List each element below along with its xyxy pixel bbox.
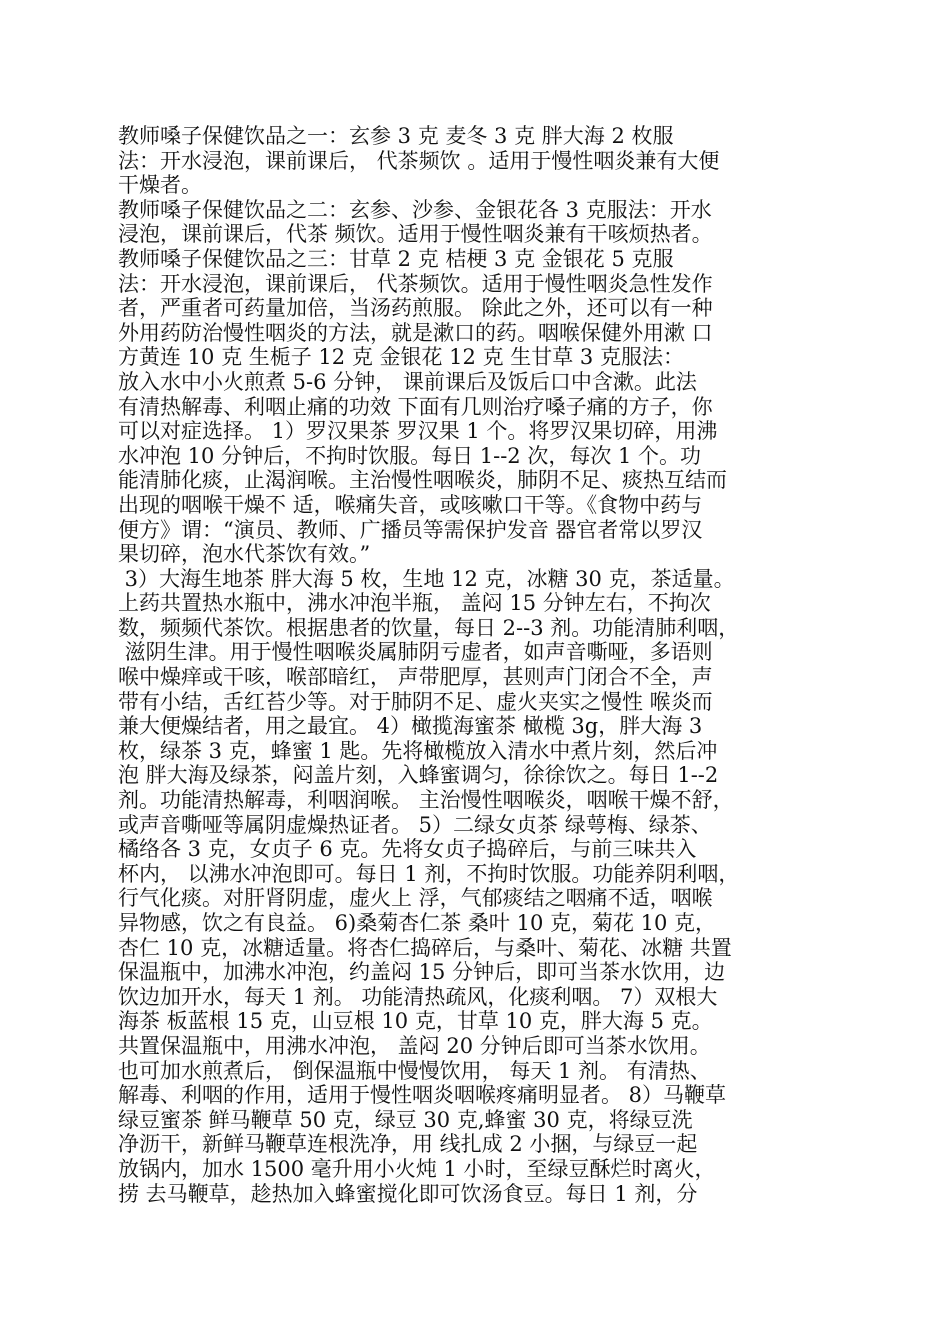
text-line: 或声音嘶哑等属阴虚燥热证者。 5）二绿女贞茶 绿萼梅、绿茶、 — [118, 812, 712, 837]
text-line: 解毒、利咽的作用，适用于慢性咽炎咽喉疼痛明显者。 8）马鞭草 — [118, 1083, 727, 1108]
text-line: 杯内， 以沸水冲泡即可。每日 1 剂，不拘时饮服。功能养阴利咽， — [118, 861, 740, 886]
text-line: 净沥干，新鲜马鞭草连根洗净，用 线扎成 2 小捆，与绿豆一起 — [118, 1132, 698, 1157]
document-body — [118, 124, 830, 1206]
text-line: 行气化痰。对肝肾阴虚，虚火上 浮，气郁痰结之咽痛不适，咽喉 — [118, 886, 713, 911]
text-line: 教师嗓子保健饮品之三：甘草 2 克 桔梗 3 克 金银花 5 克服 — [118, 246, 674, 271]
text-line: 放锅内，加水 1500 毫升用小火炖 1 小时，至绿豆酥烂时离火， — [118, 1156, 716, 1181]
text-line: 方黄连 10 克 生栀子 12 克 金银花 12 克 生甘草 3 克服法： — [118, 345, 684, 370]
text-line: 便方》谓：“演员、教师、广播员等需保护发音 器官者常以罗汉 — [118, 517, 703, 542]
text-line: 3）大海生地茶 胖大海 5 枚，生地 12 克，冰糖 30 克，茶适量。 — [118, 566, 735, 591]
text-line: 捞 去马鞭草，趁热加入蜂蜜搅化即可饮汤食豆。每日 1 剂，分 — [118, 1181, 698, 1206]
text-line: 果切碎，泡水代茶饮有效。” — [118, 542, 371, 567]
text-line: 剂。功能清热解毒，利咽润喉。 主治慢性咽喉炎，咽喉干燥不舒， — [118, 788, 734, 813]
text-line: 橘络各 3 克，女贞子 6 克。先将女贞子捣碎后，与前三味共入 — [118, 837, 697, 862]
text-line: 放入水中小火煎煮 5-6 分钟， 课前课后及饭后口中含漱。此法 — [118, 369, 697, 394]
text-line: 杏仁 10 克，冰糖适量。将杏仁捣碎后，与桑叶、菊花、冰糖 共置 — [118, 935, 732, 960]
text-line: 可以对症选择。 1）罗汉果茶 罗汉果 1 个。将罗汉果切碎，用沸 — [118, 419, 718, 444]
text-line: 出现的咽喉干燥不 适，喉痛失音，或咳嗽口干等。《食物中药与 — [118, 492, 703, 517]
text-line: 保温瓶中，加沸水冲泡，约盖闷 15 分钟后，即可当茶水饮用，边 — [118, 960, 726, 985]
text-line: 水冲泡 10 分钟后，不拘时饮服。每日 1--2 次，每次 1 个。功 — [118, 443, 702, 468]
text-line: 兼大便燥结者，用之最宜。 4）橄揽海蜜茶 橄榄 3g，胖大海 3 — [118, 714, 703, 739]
text-line: 海茶 板蓝根 15 克，山豆根 10 克，甘草 10 克，胖大海 5 克。 — [118, 1009, 713, 1034]
text-line: 法：开水浸泡，课前课后， 代茶频饮 。适用于慢性咽炎兼有大便 — [118, 148, 720, 173]
text-line: 教师嗓子保健饮品之二：玄参、沙参、金银花各 3 克服法：开水 — [118, 197, 712, 222]
text-line: 滋阴生津。用于慢性咽喉炎属肺阴亏虚者，如声音嘶哑，多语则 — [118, 640, 713, 665]
text-line: 能清肺化痰，止渴润喉。主治慢性咽喉炎，肺阴不足、痰热互结而 — [118, 468, 727, 493]
text-line: 有清热解毒、利咽止痛的功效 下面有几则治疗嗓子痛的方子，你 — [118, 394, 713, 419]
text-line: 也可加水煎煮后， 倒保温瓶中慢慢饮用， 每天 1 剂。 有清热、 — [118, 1058, 711, 1083]
text-line: 浸泡，课前课后，代茶 频饮。适用于慢性咽炎兼有干咳烦热者。 — [118, 222, 713, 247]
text-line: 外用药防治慢性咽炎的方法，就是漱口的药。咽喉保健外用漱 口 — [118, 320, 713, 345]
text-line: 喉中燥痒或干咳，喉部暗红， 声带肥厚，甚则声门闭合不全，声 — [118, 665, 713, 690]
text-line: 法：开水浸泡，课前课后， 代茶频饮。适用于慢性咽炎急性发作 — [118, 271, 713, 296]
text-line: 异物感，饮之有良益。 6)桑菊杏仁茶 桑叶 10 克，菊花 10 克， — [118, 911, 717, 935]
text-line: 干燥者。 — [118, 173, 202, 198]
text-line: 绿豆蜜茶 鲜马鞭草 50 克，绿豆 30 克,蜂蜜 30 克，将绿豆洗 — [118, 1107, 693, 1132]
text-line: 者，严重者可药量加倍，当汤药煎服。 除此之外，还可以有一种 — [118, 296, 713, 321]
text-line: 枚，绿茶 3 克，蜂蜜 1 匙。先将橄榄放入清水中煮片刻，然后冲 — [118, 738, 718, 763]
text-line: 共置保温瓶中，用沸水冲泡， 盖闷 20 分钟后即可当茶水饮用。 — [118, 1033, 711, 1058]
text-line: 教师嗓子保健饮品之一：玄参 3 克 麦冬 3 克 胖大海 2 枚服 — [118, 124, 674, 148]
text-line: 上药共置热水瓶中，沸水冲泡半瓶， 盖闷 15 分钟左右，不拘次 — [118, 591, 711, 616]
text-line: 带有小结，舌红苔少等。对于肺阴不足、虚火夹实之慢性 喉炎而 — [118, 689, 713, 714]
text-line: 泡 胖大海及绿茶，闷盖片刻，入蜂蜜调匀，徐徐饮之。每日 1--2 — [118, 763, 719, 788]
text-line: 数，频频代茶饮。根据患者的饮量，每日 2--3 剂。功能清肺利咽， — [118, 615, 740, 640]
text-line: 饮边加开水，每天 1 剂。 功能清热疏风，化痰利咽。 7）双根大 — [118, 984, 718, 1009]
